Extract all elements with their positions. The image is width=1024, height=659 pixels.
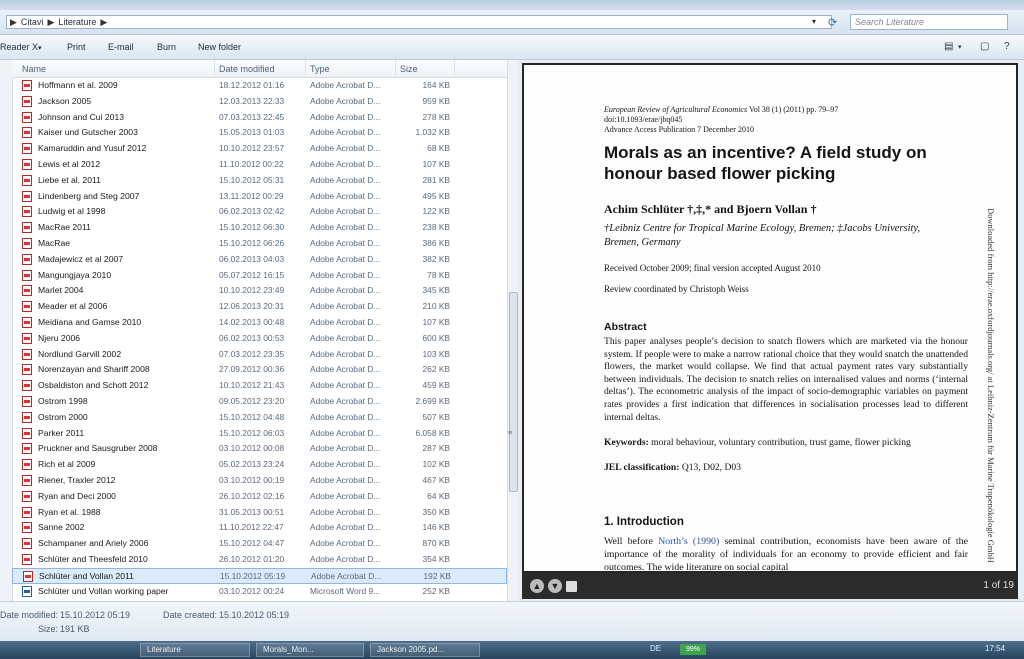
open-with-reader-button[interactable]: Reader X xyxy=(0,42,39,52)
file-date: 09.05.2012 23:20 xyxy=(219,395,285,406)
file-name: Parker 2011 xyxy=(38,427,85,438)
window-titlebar xyxy=(0,0,1024,10)
pdf-file-icon xyxy=(22,96,32,107)
file-type: Adobe Acrobat D... xyxy=(310,348,381,359)
pdf-file-icon xyxy=(22,80,32,91)
file-size: 495 KB xyxy=(422,190,450,201)
column-size[interactable]: Size xyxy=(400,64,418,74)
file-size: 287 KB xyxy=(422,443,450,454)
file-size: 507 KB xyxy=(422,411,450,422)
jel-classification xyxy=(604,462,741,473)
preview-pane-icon[interactable]: ▢ xyxy=(980,41,990,52)
intro-text-rest: seminal contribution, economists have been aware of the importance of the morality of individuals for an economy to provide efficient and fair outcomes. The wide literature on social capital xyxy=(604,536,969,571)
file-row[interactable] xyxy=(12,505,507,521)
file-type: Adobe Acrobat D... xyxy=(310,111,381,122)
breadcrumb-arrow-icon[interactable]: ▶ xyxy=(10,16,17,27)
file-size: 122 KB xyxy=(422,206,450,217)
file-type: Adobe Acrobat D... xyxy=(310,253,381,264)
file-date: 12.03.2013 22:33 xyxy=(219,95,285,106)
file-name: Ludwig et al 1998 xyxy=(38,206,106,217)
breadcrumb-item-citavi[interactable]: Citavi xyxy=(20,17,44,27)
file-type: Adobe Acrobat D... xyxy=(310,285,381,296)
pdf-file-icon xyxy=(22,507,32,518)
pdf-file-icon xyxy=(22,270,32,281)
file-date: 15.10.2012 05:19 xyxy=(220,570,286,581)
column-date-modified[interactable]: Date modified xyxy=(219,64,275,74)
file-date: 12.06.2013 20:31 xyxy=(219,301,285,312)
history-dropdown-icon[interactable]: ▾ xyxy=(812,17,817,26)
file-name: MacRae 2011 xyxy=(38,222,91,233)
file-size: 382 KB xyxy=(422,253,450,264)
file-name: Lewis et al 2012 xyxy=(38,158,101,169)
file-type: Adobe Acrobat D... xyxy=(310,522,381,533)
file-name: Norenzayan and Shariff 2008 xyxy=(38,364,150,375)
pdf-page[interactable] xyxy=(524,65,1016,571)
file-row[interactable] xyxy=(12,568,507,584)
file-type: Adobe Acrobat D... xyxy=(310,174,381,185)
file-date: 15.10.2012 04:48 xyxy=(219,411,285,422)
file-size: 78 KB xyxy=(427,269,450,280)
file-row[interactable] xyxy=(12,236,507,252)
paper-title: Morals as an incentive? A field study on honour based flower picking xyxy=(604,143,927,183)
introduction-heading: 1. Introduction xyxy=(604,516,684,528)
file-row[interactable] xyxy=(12,552,507,568)
firefox-taskbar-icon[interactable] xyxy=(48,643,86,657)
file-name: Jackson 2005 xyxy=(38,95,92,106)
download-watermark xyxy=(986,208,1008,568)
file-date: 03.10.2012 00:08 xyxy=(219,443,285,454)
file-name: MacRae xyxy=(38,237,70,248)
file-type: Adobe Acrobat D... xyxy=(310,95,381,106)
file-row[interactable] xyxy=(12,283,507,299)
intro-text-start: Well before xyxy=(604,536,659,547)
file-size: 64 KB xyxy=(427,490,450,501)
pdf-file-icon xyxy=(22,159,32,170)
file-type: Adobe Acrobat D... xyxy=(310,158,381,169)
file-size: 103 KB xyxy=(422,348,450,359)
journal-volume: Vol 38 (1) (2011) pp. 79–97 xyxy=(747,105,839,114)
file-size: 68 KB xyxy=(427,143,450,154)
file-date: 03.10.2012 00:19 xyxy=(219,474,285,485)
pdf-file-icon xyxy=(22,285,32,296)
file-row[interactable] xyxy=(12,204,507,220)
file-name: Ryan et al. 1988 xyxy=(38,506,101,517)
abstract-text: This paper analyses people’s decision to snatch flowers which are marketed via the honour system. If people were to make a narrow rational choice that they would snatch the unattended flowers, the market would collapse. We find that actual payment rates vary substantially between individuals. The decision to snatch relies on internalised values and norms (‘internal deltas’). The econometric analysis of the impact of socio-demographic variables on payment rates provides a first indication that differences in socialisation processes lead to different internal deltas. xyxy=(604,336,968,423)
introduction-text xyxy=(604,535,968,571)
file-date: 15.05.2013 01:03 xyxy=(219,127,285,138)
taskbar xyxy=(0,641,1024,659)
file-size: 252 KB xyxy=(422,585,450,596)
file-name: Ostrom 1998 xyxy=(38,395,88,406)
file-size: 459 KB xyxy=(422,380,450,391)
file-row[interactable] xyxy=(12,299,507,315)
clock[interactable]: 17:54 xyxy=(985,644,1006,653)
file-name: Johnson and Cui 2013 xyxy=(38,111,125,122)
file-type: Adobe Acrobat D... xyxy=(310,411,381,422)
file-row[interactable] xyxy=(12,157,507,173)
pdf-file-icon xyxy=(22,238,32,249)
file-name: Ostrom 2000 xyxy=(38,411,88,422)
details-pane xyxy=(0,601,1024,642)
file-date: 26.10.2012 01:20 xyxy=(219,553,285,564)
file-row[interactable] xyxy=(12,78,507,94)
file-date: 18.12.2012 01:16 xyxy=(219,80,285,90)
breadcrumb-item-literature[interactable]: Literature xyxy=(58,17,97,27)
column-separator[interactable] xyxy=(454,60,455,77)
reader-dropdown-icon[interactable]: ▾ xyxy=(38,45,42,52)
file-name: Meader et al 2006 xyxy=(38,301,108,312)
file-size: 345 KB xyxy=(422,285,450,296)
file-type: Adobe Acrobat D... xyxy=(310,80,381,90)
file-date: 03.10.2012 00:24 xyxy=(219,585,285,596)
file-name: Sanne 2002 xyxy=(38,522,85,533)
file-row[interactable] xyxy=(12,141,507,157)
file-date: 06.02.2013 02:42 xyxy=(219,206,285,217)
file-size: 467 KB xyxy=(422,474,450,485)
file-row[interactable] xyxy=(12,125,507,141)
file-date: 13.11.2012 00:29 xyxy=(219,190,284,201)
file-name: Marlet 2004 xyxy=(38,285,84,296)
journal-citation xyxy=(604,105,838,135)
file-date: 26.10.2012 02:16 xyxy=(219,490,285,501)
pdf-file-icon xyxy=(22,206,32,217)
pdf-file-icon xyxy=(22,538,32,549)
pdf-file-icon xyxy=(22,459,32,470)
file-type: Adobe Acrobat D... xyxy=(310,538,381,549)
file-type: Adobe Acrobat D... xyxy=(310,380,381,391)
page-up-icon[interactable]: ▲ xyxy=(530,579,544,593)
file-name: Schlüter and Vollan 2011 xyxy=(39,570,134,581)
file-name: Schlüter and Theesfeld 2010 xyxy=(38,553,148,564)
file-type: Adobe Acrobat D... xyxy=(311,570,382,581)
pdf-file-icon xyxy=(23,571,33,582)
pdf-file-icon xyxy=(22,380,32,391)
view-dropdown-icon[interactable]: ▾ xyxy=(958,44,962,51)
breadcrumb[interactable] xyxy=(6,15,832,29)
column-header xyxy=(12,60,507,78)
file-date: 07.03.2013 22:45 xyxy=(219,111,285,122)
pdf-file-icon xyxy=(22,522,32,533)
breadcrumb-arrow-icon[interactable]: ▶ xyxy=(100,16,108,27)
file-type: Adobe Acrobat D... xyxy=(310,443,381,454)
file-row[interactable] xyxy=(12,220,507,236)
pdf-file-icon xyxy=(22,254,32,265)
file-size: 6.058 KB xyxy=(415,427,450,438)
column-separator[interactable] xyxy=(305,60,306,77)
file-name: Rich et al 2009 xyxy=(38,459,96,470)
taskbar-item-word[interactable]: Morals_Mon... xyxy=(256,643,364,657)
file-name: Nordlund Garvill 2002 xyxy=(38,348,122,359)
paper-authors: Achim Schlüter †,‡,* and Bjoern Vollan † xyxy=(604,202,817,216)
taskbar-item-pdf[interactable]: Jackson 2005.pd... xyxy=(370,643,480,657)
email-button[interactable]: E-mail xyxy=(108,42,134,52)
pdf-file-icon xyxy=(22,143,32,154)
new-folder-button[interactable]: New folder xyxy=(198,42,242,52)
file-type: Adobe Acrobat D... xyxy=(310,206,381,217)
abstract-heading: Abstract xyxy=(604,321,647,333)
file-row[interactable] xyxy=(12,315,507,331)
file-date: 05.07.2012 16:15 xyxy=(219,269,285,280)
file-row[interactable] xyxy=(12,252,507,268)
file-size: 210 KB xyxy=(422,301,450,312)
pdf-file-icon xyxy=(22,349,32,360)
column-separator[interactable] xyxy=(395,60,396,77)
author-affiliation: †Leibniz Centre for Tropical Marine Ecology, Bremen; ‡Jacobs University, Bremen, Germany xyxy=(604,223,921,248)
file-size: 238 KB xyxy=(422,222,450,233)
jel-label: JEL classification: xyxy=(604,462,680,473)
file-type: Adobe Acrobat D... xyxy=(310,222,381,233)
file-size: 959 KB xyxy=(422,95,450,106)
pdf-file-icon xyxy=(22,175,32,186)
file-type: Adobe Acrobat D... xyxy=(310,490,381,501)
file-name: Meidiana and Gamse 2010 xyxy=(38,316,142,327)
pdf-file-icon xyxy=(22,364,32,375)
file-type: Adobe Acrobat D... xyxy=(310,553,381,564)
preview-pane xyxy=(518,60,1024,601)
file-date: 10.10.2012 23:49 xyxy=(219,285,285,296)
pdf-toolbar xyxy=(522,573,1018,599)
pdf-file-icon xyxy=(22,475,32,486)
file-date: 15.10.2012 05:31 xyxy=(219,174,285,185)
file-list xyxy=(12,78,507,599)
size-value: 191 KB xyxy=(60,624,90,634)
file-row[interactable] xyxy=(12,268,507,284)
file-type: Microsoft Word 9... xyxy=(310,585,381,596)
file-name: Ryan and Deci 2000 xyxy=(38,490,116,501)
received-date: Received October 2009; final version accepted August 2010 xyxy=(604,263,821,273)
search-input[interactable]: Search Literature xyxy=(850,14,1008,30)
file-name: Liebe et al. 2011 xyxy=(38,174,101,185)
file-row[interactable] xyxy=(12,347,507,363)
download-watermark-text: Downloaded from http://erae.oxfordjournals.org/ at Leibniz-Zentrum für Marine Tropenökologie GmbH xyxy=(986,208,996,563)
language-indicator[interactable]: DE xyxy=(650,644,662,653)
keywords-value: moral behaviour, voluntary contribution, trust game, flower picking xyxy=(651,437,911,448)
file-row[interactable] xyxy=(12,378,507,394)
file-type: Adobe Acrobat D... xyxy=(310,237,381,248)
taskbar-item-literature[interactable]: Literature xyxy=(140,643,250,657)
size-label: Size: xyxy=(38,624,59,634)
file-row[interactable] xyxy=(12,536,507,552)
file-row[interactable] xyxy=(12,331,507,347)
column-type[interactable]: Type xyxy=(310,64,330,74)
file-list-pane xyxy=(0,60,519,601)
journal-name: European Review of Agricultural Economics xyxy=(604,105,748,114)
keywords xyxy=(604,437,911,448)
file-date: 06.02.2013 04:03 xyxy=(219,253,285,264)
file-date: 10.10.2012 21:43 xyxy=(219,380,285,391)
date-created-value: 15.10.2012 05:19 xyxy=(219,610,290,620)
help-icon[interactable]: ? xyxy=(1004,41,1010,52)
address-bar xyxy=(0,10,1024,35)
file-type: Adobe Acrobat D... xyxy=(310,459,381,470)
fit-page-icon[interactable] xyxy=(566,581,577,592)
file-row[interactable] xyxy=(12,410,507,426)
pdf-viewer xyxy=(522,63,1018,573)
file-date: 15.10.2012 06:30 xyxy=(219,222,285,233)
file-row[interactable] xyxy=(12,173,507,189)
file-name: Hoffmann et al. 2009 xyxy=(38,80,118,90)
refresh-icon[interactable]: ⟳ xyxy=(828,17,838,29)
file-size: 278 KB xyxy=(422,111,450,122)
date-created-label: Date created: xyxy=(163,610,218,620)
file-size: 107 KB xyxy=(422,316,450,327)
file-row[interactable] xyxy=(12,110,507,126)
review-coordinator: Review coordinated by Christoph Weiss xyxy=(604,284,749,294)
file-date: 11.10.2012 22:47 xyxy=(219,522,284,533)
file-size: 102 KB xyxy=(422,459,450,470)
view-options-icon[interactable]: ▤ xyxy=(944,41,954,52)
file-size: 281 KB xyxy=(422,174,450,185)
file-size: 386 KB xyxy=(422,237,450,248)
file-name: Lindenberg and Steg 2007 xyxy=(38,190,140,201)
file-type: Adobe Acrobat D... xyxy=(310,364,381,375)
file-type: Adobe Acrobat D... xyxy=(310,143,381,154)
file-row[interactable] xyxy=(12,94,507,110)
pdf-file-icon xyxy=(22,443,32,454)
pdf-file-icon xyxy=(22,554,32,565)
citation-link[interactable]: North’s (1990) xyxy=(658,536,720,547)
pdf-file-icon xyxy=(22,491,32,502)
file-type: Adobe Acrobat D... xyxy=(310,190,381,201)
file-type: Adobe Acrobat D... xyxy=(310,395,381,406)
file-name: Madajewicz et al 2007 xyxy=(38,253,124,264)
print-button[interactable]: Print xyxy=(67,42,86,52)
burn-button[interactable]: Burn xyxy=(157,42,177,52)
pdf-file-icon xyxy=(22,301,32,312)
date-modified-value: 15.10.2012 05:19 xyxy=(60,610,131,620)
file-size: 1.032 KB xyxy=(415,127,450,138)
file-date: 27.09.2012 00:36 xyxy=(219,364,285,375)
file-name: Kamaruddin and Yusuf 2012 xyxy=(38,143,147,154)
advance-access: Advance Access Publication 7 December 2010 xyxy=(604,125,754,134)
file-row[interactable] xyxy=(12,584,507,600)
column-name[interactable]: Name xyxy=(22,64,47,74)
page-down-icon[interactable]: ▼ xyxy=(548,579,562,593)
pane-splitter-grip-icon[interactable]: ≡ xyxy=(508,430,513,437)
app-taskbar-icon[interactable] xyxy=(90,643,128,657)
file-date: 10.10.2012 23:57 xyxy=(219,143,285,154)
keywords-label: Keywords: xyxy=(604,437,649,448)
pdf-file-icon xyxy=(22,112,32,123)
file-type: Adobe Acrobat D... xyxy=(310,332,381,343)
pdf-file-icon xyxy=(22,428,32,439)
breadcrumb-arrow-icon[interactable]: ▶ xyxy=(47,16,55,27)
file-name: Schampaner and Ariely 2006 xyxy=(38,538,149,549)
battery-indicator[interactable]: 99% xyxy=(680,644,706,655)
file-name: Osbaldiston and Schott 2012 xyxy=(38,380,149,391)
file-type: Adobe Acrobat D... xyxy=(310,127,381,138)
date-modified-label: Date modified: xyxy=(0,610,59,620)
file-name: Pruckner and Sausgruber 2008 xyxy=(38,443,158,454)
file-row[interactable] xyxy=(12,457,507,473)
pdf-file-icon xyxy=(22,127,32,138)
file-size: 350 KB xyxy=(422,506,450,517)
file-row[interactable] xyxy=(12,394,507,410)
start-button[interactable] xyxy=(2,643,42,657)
file-date: 07.03.2012 23:35 xyxy=(219,348,285,359)
file-row[interactable] xyxy=(12,362,507,378)
file-size: 192 KB xyxy=(423,570,451,581)
file-row[interactable] xyxy=(12,473,507,489)
file-size: 107 KB xyxy=(422,158,450,169)
page-indicator: 1 of 19 xyxy=(983,580,1014,591)
file-row[interactable] xyxy=(12,520,507,536)
pdf-file-icon xyxy=(22,396,32,407)
file-date: 06.02.2013 00:53 xyxy=(219,332,285,343)
file-type: Adobe Acrobat D... xyxy=(310,474,381,485)
file-date: 15.10.2012 04:47 xyxy=(219,538,285,549)
file-size: 354 KB xyxy=(422,553,450,564)
file-name: Schlüter und Vollan working paper xyxy=(38,585,169,596)
file-name: Mangungjaya 2010 xyxy=(38,269,112,280)
file-type: Adobe Acrobat D... xyxy=(310,301,381,312)
file-date: 14.02.2013 00:48 xyxy=(219,316,285,327)
file-row[interactable] xyxy=(12,489,507,505)
file-size: 870 KB xyxy=(422,538,450,549)
file-name: Kaiser und Gutscher 2003 xyxy=(38,127,138,138)
word-file-icon xyxy=(22,586,32,597)
pdf-file-icon xyxy=(22,222,32,233)
pdf-file-icon xyxy=(22,412,32,423)
file-size: 164 KB xyxy=(422,80,450,90)
file-type: Adobe Acrobat D... xyxy=(310,506,381,517)
file-type: Adobe Acrobat D... xyxy=(310,316,381,327)
pdf-file-icon xyxy=(22,191,32,202)
column-separator[interactable] xyxy=(214,60,215,77)
file-date: 11.10.2012 00:22 xyxy=(219,158,284,169)
file-date: 15.10.2012 06:26 xyxy=(219,237,285,248)
file-size: 600 KB xyxy=(422,332,450,343)
file-type: Adobe Acrobat D... xyxy=(310,427,381,438)
file-name: Riener, Traxler 2012 xyxy=(38,474,116,485)
file-row[interactable] xyxy=(12,426,507,442)
jel-value: Q13, D02, D03 xyxy=(681,462,741,473)
pdf-file-icon xyxy=(22,317,32,328)
file-date: 05.02.2013 23:24 xyxy=(219,459,285,470)
file-type: Adobe Acrobat D... xyxy=(310,269,381,280)
file-size: 2.699 KB xyxy=(415,395,450,406)
scrollbar-thumb[interactable] xyxy=(509,292,518,492)
file-name: Njeru 2006 xyxy=(38,332,81,343)
command-toolbar xyxy=(0,35,1024,60)
file-size: 262 KB xyxy=(422,364,450,375)
file-date: 31.05.2013 00:51 xyxy=(219,506,285,517)
file-size: 146 KB xyxy=(422,522,450,533)
file-date: 15.10.2012 06:03 xyxy=(219,427,285,438)
pdf-file-icon xyxy=(22,333,32,344)
file-row[interactable] xyxy=(12,189,507,205)
doi: doi:10.1093/erae/jbq045 xyxy=(604,115,683,124)
file-row[interactable] xyxy=(12,441,507,457)
